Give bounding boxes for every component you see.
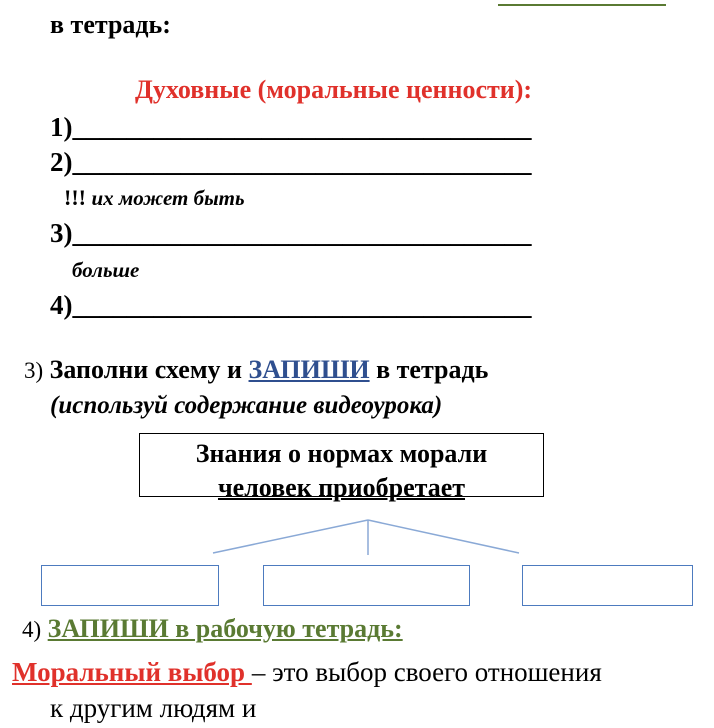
scheme-title-line2: человек приобретает <box>217 473 466 502</box>
note-text: их может быть <box>91 186 245 210</box>
task4-heading[interactable]: ЗАПИШИ в рабочую тетрадь: <box>47 614 403 643</box>
definition-term: Моральный выбор <box>12 657 252 687</box>
scheme-title-line1: Знания о нормах морали <box>195 439 488 468</box>
task3-subtitle: (используй содержание видеоурока) <box>50 392 443 419</box>
spiritual-heading: Духовные (моральные ценности): <box>135 75 533 104</box>
task3-number: 3) <box>24 358 44 383</box>
task4-number: 4) <box>22 617 42 642</box>
task4-line <box>22 614 403 644</box>
blank-line-2[interactable]: 2)__________________________________ <box>50 147 532 177</box>
scheme-box-middle[interactable] <box>263 565 470 606</box>
task3-link[interactable]: ЗАПИШИ <box>248 355 370 384</box>
note-line-2: больше <box>72 258 140 282</box>
blank-line-4[interactable]: 4)__________________________________ <box>50 290 532 320</box>
definition-line2: к другим людям и <box>50 693 257 723</box>
task3-text-before: Заполни схему и <box>49 355 243 384</box>
connector-left <box>213 520 368 553</box>
note-mark: !!! <box>64 185 86 210</box>
blank-line-1[interactable]: 1)__________________________________ <box>50 112 532 142</box>
task3-text-after: в тетрадь <box>376 355 489 384</box>
definition-text1: – это выбор своего отношения <box>251 657 602 687</box>
definition-line1 <box>12 657 602 688</box>
connector-right <box>368 520 519 553</box>
scheme-box-right[interactable] <box>522 565 693 606</box>
top-line-end: в тетрадь: <box>50 10 171 39</box>
scheme-box-left[interactable] <box>41 565 219 606</box>
blank-line-3[interactable]: 3)__________________________________ <box>50 218 532 248</box>
